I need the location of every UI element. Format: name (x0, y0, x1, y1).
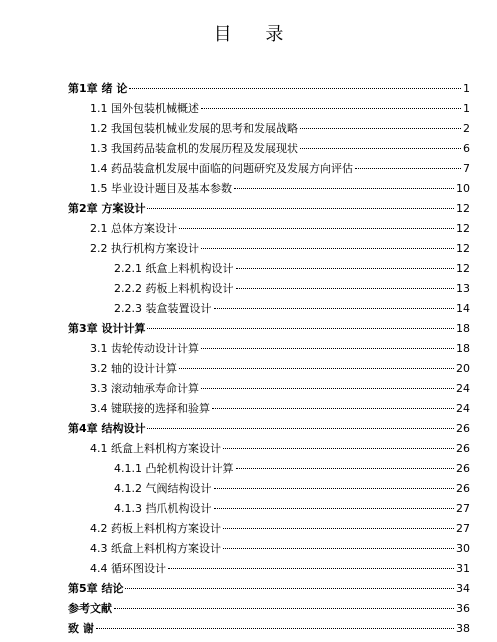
toc-section-entry[interactable] (68, 400, 470, 420)
dot-leader (147, 208, 454, 209)
toc-entry-page-number: 1 (463, 102, 470, 115)
dot-leader (147, 328, 454, 329)
toc-entry-page-number: 38 (456, 622, 470, 635)
toc-entry-label: 1.2 我国包装机械业发展的思考和发展战略 (90, 122, 298, 135)
dot-leader (147, 428, 454, 429)
toc-entry-page-number: 10 (456, 182, 470, 195)
dot-leader (236, 288, 455, 289)
toc-entry-page-number: 12 (456, 222, 470, 235)
toc-subsection-entry[interactable] (68, 460, 470, 480)
toc-section-entry[interactable] (68, 100, 470, 120)
toc-chapter-entry[interactable] (68, 580, 470, 600)
toc-entry-label: 1.1 国外包装机械概述 (90, 102, 199, 115)
toc-entry-page-number: 12 (456, 262, 470, 275)
toc-entry-page-number: 1 (463, 82, 470, 95)
toc-entry-page-number: 26 (456, 482, 470, 495)
toc-entry-label: 2.1 总体方案设计 (90, 222, 177, 235)
toc-entry-page-number: 26 (456, 442, 470, 455)
toc-entry-page-number: 34 (456, 582, 470, 595)
toc-section-entry[interactable] (68, 520, 470, 540)
toc-entry-label: 2.2 执行机构方案设计 (90, 242, 199, 255)
toc-section-entry[interactable] (68, 220, 470, 240)
toc-entry-page-number: 27 (456, 522, 470, 535)
toc-entry-label: 第3章 设计计算 (68, 322, 146, 335)
toc-entry-label: 3.4 键联接的选择和验算 (90, 402, 210, 415)
toc-entry-page-number: 31 (456, 562, 470, 575)
toc-entry-page-number: 36 (456, 602, 470, 615)
toc-entry-label: 第2章 方案设计 (68, 202, 146, 215)
toc-entry-page-number: 18 (456, 322, 470, 335)
toc-entry-page-number: 13 (456, 282, 470, 295)
dot-leader (236, 268, 455, 269)
toc-chapter-entry[interactable] (68, 620, 470, 640)
toc-section-entry[interactable] (68, 340, 470, 360)
toc-entry-label: 3.1 齿轮传动设计计算 (90, 342, 199, 355)
dot-leader (214, 308, 455, 309)
dot-leader (223, 528, 454, 529)
toc-entry-label: 第1章 绪 论 (68, 82, 128, 95)
table-of-contents (68, 80, 470, 640)
toc-entry-page-number: 7 (463, 162, 470, 175)
toc-chapter-entry[interactable] (68, 320, 470, 340)
dot-leader (214, 508, 455, 509)
toc-subsection-entry[interactable] (68, 280, 470, 300)
dot-leader (201, 248, 454, 249)
toc-section-entry[interactable] (68, 240, 470, 260)
toc-entry-page-number: 26 (456, 422, 470, 435)
dot-leader (234, 188, 454, 189)
toc-entry-page-number: 24 (456, 402, 470, 415)
toc-entry-label: 4.1.1 凸轮机构设计计算 (114, 462, 234, 475)
dot-leader (223, 448, 454, 449)
toc-chapter-entry[interactable] (68, 80, 470, 100)
toc-subsection-entry[interactable] (68, 260, 470, 280)
toc-entry-page-number: 2 (463, 122, 470, 135)
toc-entry-page-number: 6 (463, 142, 470, 155)
toc-entry-page-number: 26 (456, 462, 470, 475)
toc-entry-page-number: 14 (456, 302, 470, 315)
toc-entry-label: 4.3 纸盒上料机构方案设计 (90, 542, 221, 555)
dot-leader (300, 148, 461, 149)
toc-chapter-entry[interactable] (68, 420, 470, 440)
dot-leader (179, 228, 454, 229)
dot-leader (300, 128, 461, 129)
toc-entry-page-number: 12 (456, 202, 470, 215)
toc-entry-label: 1.5 毕业设计题目及基本参数 (90, 182, 232, 195)
toc-entry-page-number: 20 (456, 362, 470, 375)
toc-subsection-entry[interactable] (68, 500, 470, 520)
toc-section-entry[interactable] (68, 120, 470, 140)
toc-section-entry[interactable] (68, 380, 470, 400)
toc-entry-page-number: 24 (456, 382, 470, 395)
toc-section-entry[interactable] (68, 560, 470, 580)
dot-leader (201, 108, 461, 109)
toc-entry-label: 2.2.1 纸盒上料机构设计 (114, 262, 234, 275)
toc-entry-page-number: 27 (456, 502, 470, 515)
toc-entry-label: 4.2 药板上料机构方案设计 (90, 522, 221, 535)
toc-subsection-entry[interactable] (68, 480, 470, 500)
toc-entry-label: 3.2 轴的设计计算 (90, 362, 177, 375)
dot-leader (125, 588, 454, 589)
toc-entry-label: 4.1.2 气阀结构设计 (114, 482, 212, 495)
toc-entry-page-number: 30 (456, 542, 470, 555)
dot-leader (168, 568, 454, 569)
toc-entry-label: 3.3 滚动轴承寿命计算 (90, 382, 199, 395)
toc-entry-label: 第4章 结构设计 (68, 422, 146, 435)
dot-leader (201, 388, 454, 389)
toc-entry-label: 1.3 我国药品装盒机的发展历程及发展现状 (90, 142, 298, 155)
toc-section-entry[interactable] (68, 360, 470, 380)
toc-entry-label: 第5章 结论 (68, 582, 124, 595)
dot-leader (114, 608, 454, 609)
toc-section-entry[interactable] (68, 160, 470, 180)
toc-chapter-entry[interactable] (68, 200, 470, 220)
toc-section-entry[interactable] (68, 540, 470, 560)
toc-chapter-entry[interactable] (68, 600, 470, 620)
toc-subsection-entry[interactable] (68, 300, 470, 320)
toc-entry-label: 1.4 药品装盒机发展中面临的问题研究及发展方向评估 (90, 162, 353, 175)
toc-section-entry[interactable] (68, 140, 470, 160)
toc-entry-label: 参考文献 (68, 602, 112, 615)
dot-leader (236, 468, 455, 469)
toc-section-entry[interactable] (68, 440, 470, 460)
dot-leader (129, 88, 461, 89)
toc-entry-label: 2.2.2 药板上料机构设计 (114, 282, 234, 295)
dot-leader (96, 628, 454, 629)
page-title: 目 录 (213, 24, 298, 45)
dot-leader (223, 548, 454, 549)
toc-entry-label: 4.1 纸盒上料机构方案设计 (90, 442, 221, 455)
dot-leader (179, 368, 454, 369)
dot-leader (201, 348, 454, 349)
dot-leader (212, 408, 454, 409)
toc-entry-label: 2.2.3 装盒装置设计 (114, 302, 212, 315)
toc-entry-page-number: 18 (456, 342, 470, 355)
toc-section-entry[interactable] (68, 180, 470, 200)
dot-leader (214, 488, 455, 489)
toc-entry-label: 4.4 循环图设计 (90, 562, 166, 575)
toc-entry-page-number: 12 (456, 242, 470, 255)
toc-entry-label: 4.1.3 挡爪机构设计 (114, 502, 212, 515)
dot-leader (355, 168, 461, 169)
toc-entry-label: 致 谢 (68, 622, 94, 635)
